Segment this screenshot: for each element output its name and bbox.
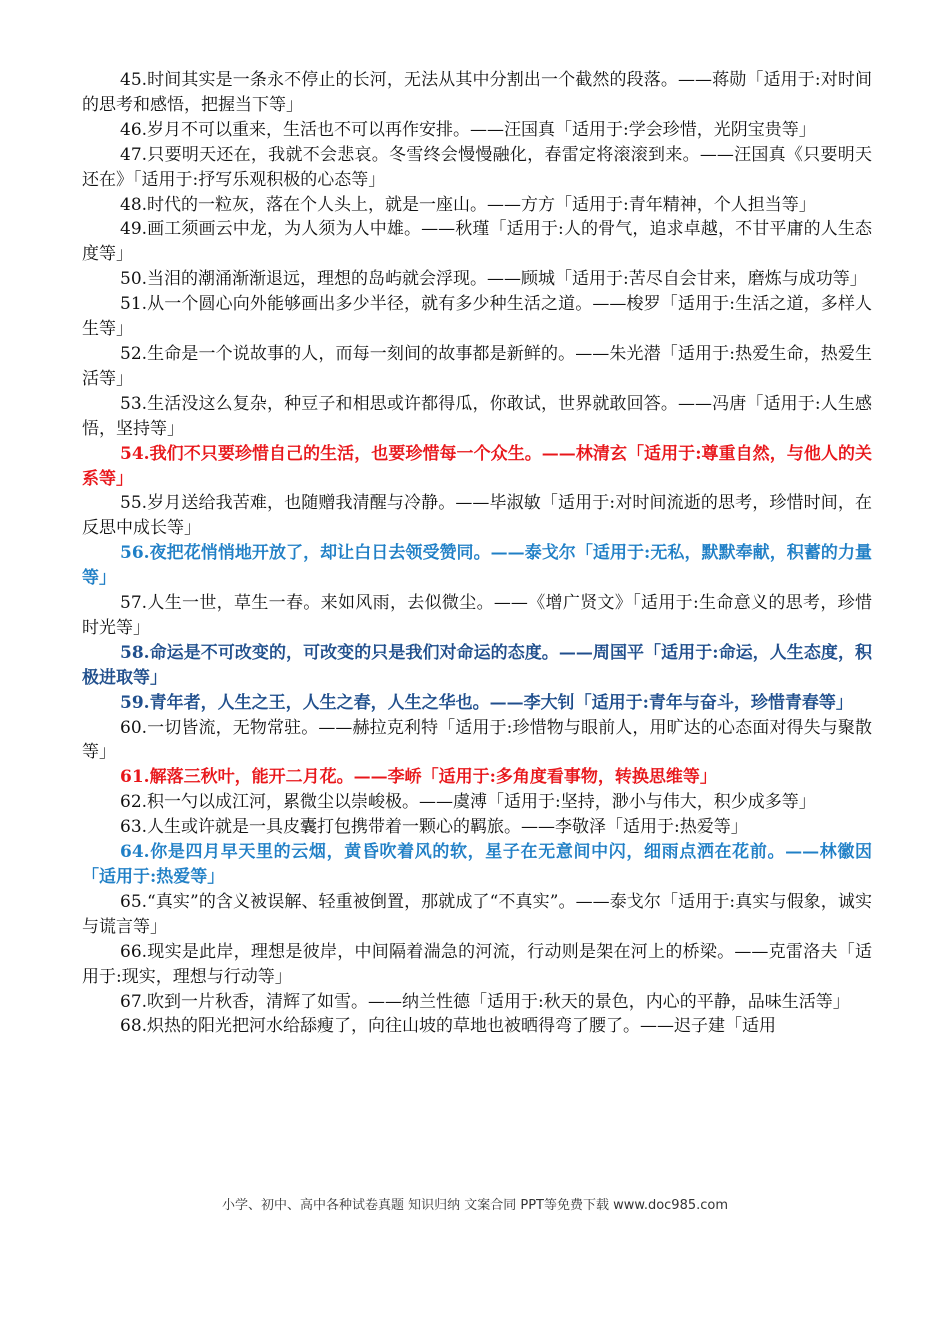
quote-item: 50.当泪的潮涌渐渐退远，理想的岛屿就会浮现。——顾城「适用于:苦尽自会甘来，磨炼与成功等」 bbox=[120, 269, 867, 290]
quote-item: 61.解落三秋叶，能开二月花。——李峤「适用于:多角度看事物，转换思维等」 bbox=[120, 767, 717, 788]
quote-item: 53.生活没这么复杂，种豆子和相思或许都得瓜，你敢试，世界就敢回答。——冯唐「适用于:人生感悟，坚持等」 bbox=[82, 393, 872, 439]
quote-item: 52.生命是一个说故事的人，而每一刻间的故事都是新鲜的。——朱光潜「适用于:热爱生命，热爱生活等」 bbox=[82, 343, 872, 389]
quote-list bbox=[82, 68, 872, 1039]
quote-item: 49.画工须画云中龙，为人须为人中雄。——秋瑾「适用于:人的骨气，追求卓越，不甘平庸的人生态度等」 bbox=[82, 219, 872, 265]
quote-item: 59.青年者，人生之王，人生之春，人生之华也。——李大钊「适用于:青年与奋斗，珍惜青春等」 bbox=[120, 692, 853, 713]
page-footer: 小学、初中、高中各种试卷真题 知识归纳 文案合同 PPT等免费下载 www.doc985.com bbox=[221, 1198, 729, 1213]
quote-item: 60.一切皆流，无物常驻。——赫拉克利特「适用于:珍惜物与眼前人，用旷达的心态面对得失与聚散等」 bbox=[82, 717, 872, 763]
quote-item: 67.吹到一片秋香，清辉了如雪。——纳兰性德「适用于:秋天的景色，内心的平静，品味生活等」 bbox=[120, 991, 850, 1012]
quote-item: 58.命运是不可改变的，可改变的只是我们对命运的态度。——周国平「适用于:命运，人生态度，积极进取等」 bbox=[82, 642, 872, 688]
quote-item: 65.“真实”的含义被误解、轻重被倒置，那就成了“不真实”。——泰戈尔「适用于:真实与假象，诚实与谎言等」 bbox=[82, 891, 872, 937]
quote-item: 68.炽热的阳光把河水给舔瘦了，向往山坡的草地也被晒得弯了腰了。——迟子建「适用 bbox=[120, 1016, 777, 1037]
quote-item: 57.人生一世，草生一春。来如风雨，去似微尘。——《增广贤文》「适用于:生命意义的思考，珍惜时光等」 bbox=[82, 593, 872, 638]
quote-item: 64.你是四月早天里的云烟，黄昏吹着风的软，星子在无意间中闪，细雨点洒在花前。——林徽因「适用于:热爱等」 bbox=[82, 842, 872, 887]
quote-item: 66.现实是此岸，理想是彼岸，中间隔着湍急的河流，行动则是架在河上的桥梁。——克雷洛夫「适用于:现实，理想与行动等」 bbox=[82, 941, 872, 987]
quote-item: 62.积一勺以成江河，累微尘以崇峻极。——虞溥「适用于:坚持，渺小与伟大，积少成多等」 bbox=[120, 792, 816, 813]
quote-item: 63.人生或许就是一具皮囊打包携带着一颗心的羁旅。——李敬泽「适用于:热爱等」 bbox=[120, 817, 748, 838]
quote-item: 51.从一个圆心向外能够画出多少半径，就有多少种生活之道。——梭罗「适用于:生活之道，多样人生等」 bbox=[82, 294, 872, 340]
quote-item: 46.岁月不可以重来，生活也不可以再作安排。——汪国真「适用于:学会珍惜，光阴宝贵等」 bbox=[120, 119, 816, 140]
quote-item: 45.时间其实是一条永不停止的长河，无法从其中分割出一个截然的段落。——蒋勋「适用于:对时间的思考和感悟，把握当下等」 bbox=[82, 70, 872, 115]
quote-item: 55.岁月送给我苦难，也随赠我清醒与冷静。——毕淑敏「适用于:对时间流逝的思考，珍惜时间，在反思中成长等」 bbox=[82, 493, 872, 539]
quote-item: 47.只要明天还在，我就不会悲哀。冬雪终会慢慢融化，春雷定将滚滚到来。——汪国真《只要明天还在》「适用于:抒写乐观积极的心态等」 bbox=[82, 144, 872, 190]
quote-item: 56.夜把花悄悄地开放了，却让白日去领受赞同。——泰戈尔「适用于:无私，默默奉献，积蓄的力量等」 bbox=[82, 543, 872, 589]
quote-item: 54.我们不只要珍惜自己的生活，也要珍惜每一个众生。——林清玄「适用于:尊重自然，与他人的关系等」 bbox=[82, 443, 872, 489]
quote-item: 48.时代的一粒灰，落在个人头上，就是一座山。——方方「适用于:青年精神，个人担当等」 bbox=[120, 194, 816, 215]
